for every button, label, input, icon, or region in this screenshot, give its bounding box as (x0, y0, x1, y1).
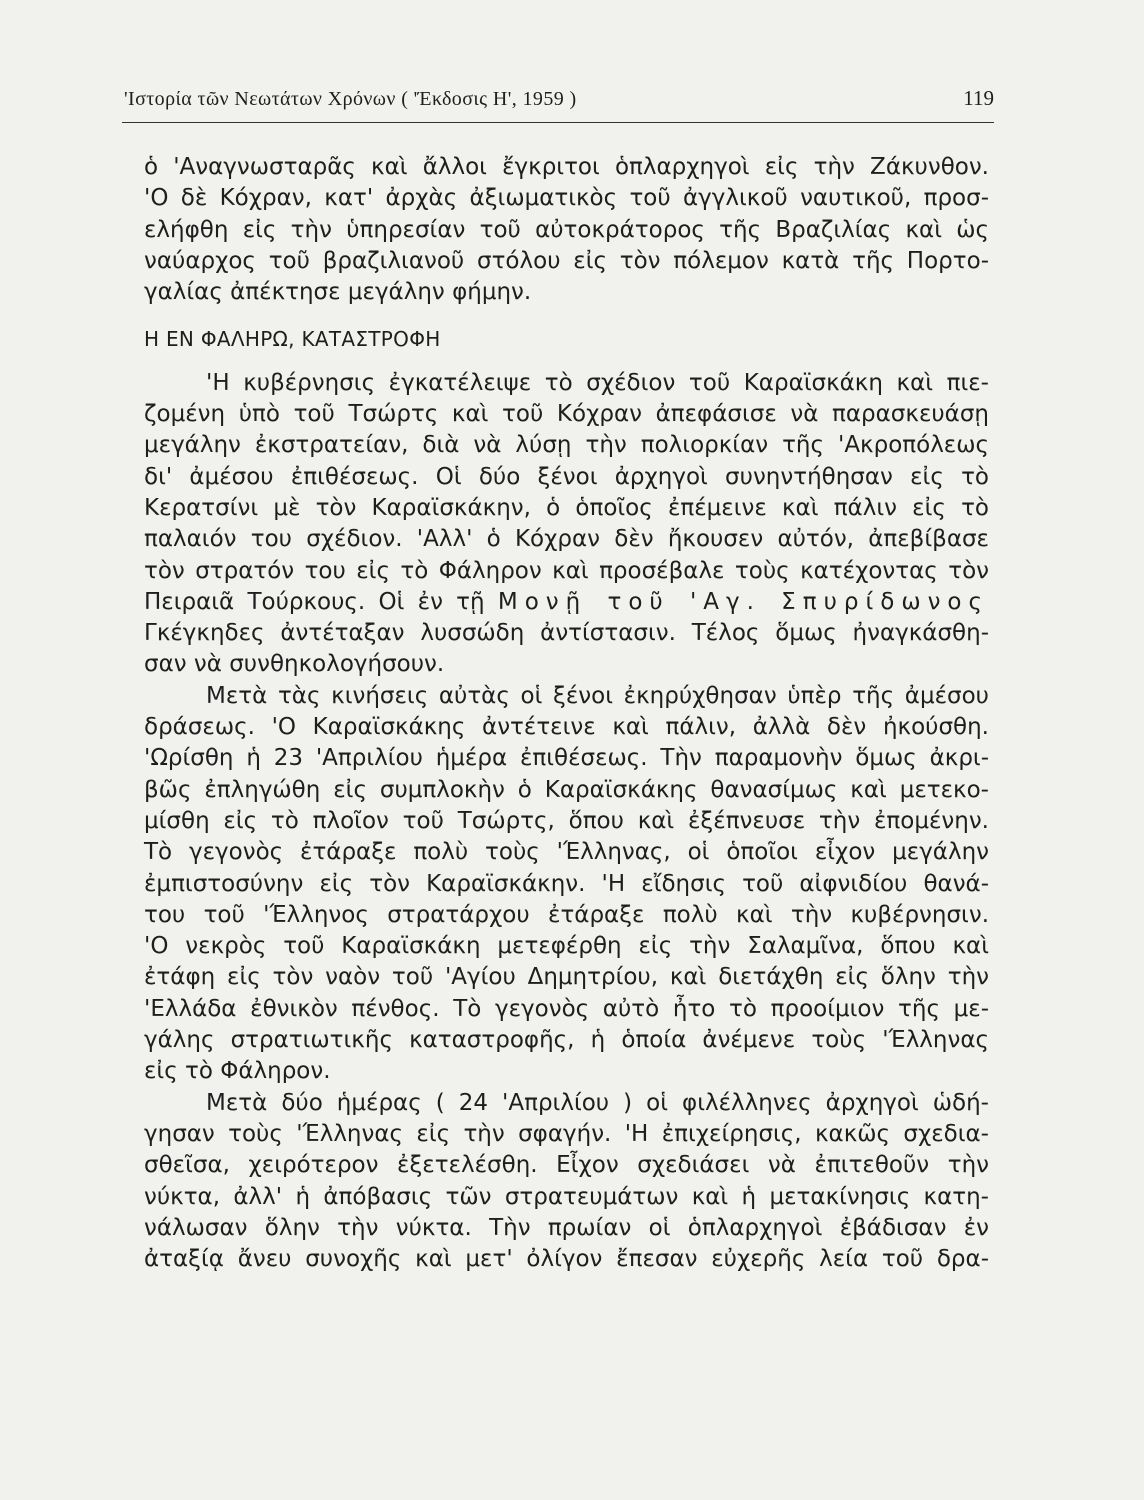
paragraph-2 (144, 368, 989, 681)
text-line: 'Ο νεκρὸς τοῦ Καραϊσκάκη μετεφέρθη εἰς τὴν Σαλαμῖνα, ὅπου καὶ (144, 933, 989, 960)
text-line: ἐμπιστοσύνην εἰς τὸν Καραϊσκάκην. 'Η εἴδησις τοῦ αἰφνιδίου θανά- (144, 870, 989, 897)
spaced-text: Μονῇ τοῦ 'Αγ. Σπυρίδωνος (497, 588, 990, 615)
text-line: μεγάλην ἐκστρατείαν, διὰ νὰ λύσῃ τὴν πολιορκίαν τῆς 'Ακροπόλεως (144, 432, 989, 459)
text-line: 'Η κυβέρνησις ἐγκατέλειψε τὸ σχέδιον τοῦ Καραϊσκάκη καὶ πιε- (206, 369, 989, 396)
text-line: βῶς ἐπληγώθη εἰς συμπλοκὴν ὁ Καραϊσκάκης θανασίμως καὶ μετεκο- (144, 776, 989, 803)
text-line: νάλωσαν ὅλην τὴν νύκτα. Τὴν πρωίαν οἱ ὁπλαρχηγοὶ ἐβάδισαν ἐν (144, 1214, 989, 1241)
text-line: δράσεως. 'Ο Καραϊσκάκης ἀντέτεινε καὶ πάλιν, ἀλλὰ δὲν ἠκούσθη. (144, 714, 989, 741)
text-line: μίσθη εἰς τὸ πλοῖον τοῦ Τσώρτς, ὅπου καὶ ἐξέπνευσε τὴν ἐπομένην. (144, 807, 989, 834)
text-line: σθεῖσα, χειρότερον ἐξετελέσθη. Εἶχον σχεδιάσει νὰ ἐπιτεθοῦν τὴν (144, 1152, 989, 1179)
text-line: 'Ωρίσθη ἡ 23 'Απριλίου ἡμέρα ἐπιθέσεως. Τὴν παραμονὴν ὅμως ἀκρι- (144, 745, 989, 772)
header-title: 'Ιστορία τῶν Νεωτάτων Χρόνων ( 'Έκδοσις Η', 1959 ) (124, 88, 577, 110)
text-line: σαν νὰ συνθηκολογήσουν. (144, 651, 445, 678)
text-line (144, 587, 989, 618)
text-line: Μετὰ δύο ἡμέρας ( 24 'Απριλίου ) οἱ φιλέλληνες ἀρχηγοὶ ὡδή- (206, 1089, 989, 1116)
text-line: ελήφθη εἰς τὴν ὑπηρεσίαν τοῦ αὐτοκράτορος τῆς Βραζιλίας καὶ ὡς (144, 216, 989, 243)
page-body (144, 152, 989, 1275)
text-line: νύκτα, ἀλλ' ἡ ἀπόβασις τῶν στρατευμάτων καὶ ἡ μετακίνησις κατη- (144, 1183, 989, 1210)
text-line: Μετὰ τὰς κινήσεις αὐτὰς οἱ ξένοι ἐκηρύχθησαν ὑπὲρ τῆς ἀμέσου (206, 682, 989, 709)
text-line: παλαιόν του σχέδιον. 'Αλλ' ὁ Κόχραν δὲν ἤκουσεν αὐτόν, ἀπεβίβασε (144, 526, 989, 553)
text-line: δι' ἀμέσου ἐπιθέσεως. Οἱ δύο ξένοι ἀρχηγοὶ συνηντήθησαν εἰς τὸ (144, 463, 989, 490)
text-line: 'Ελλάδα ἐθνικὸν πένθος. Τὸ γεγονὸς αὐτὸ ἦτο τὸ προοίμιον τῆς με- (144, 995, 989, 1022)
text-line: ναύαρχος τοῦ βραζιλιανοῦ στόλου εἰς τὸν πόλεμον κατὰ τῆς Πορτο- (144, 247, 989, 274)
text-line: 'Ο δὲ Κόχραν, κατ' ἀρχὰς ἀξιωματικὸς τοῦ ἀγγλικοῦ ναυτικοῦ, προσ- (144, 185, 989, 212)
text-line: ὁ 'Αναγνωσταρᾶς καὶ ἄλλοι ἔγκριτοι ὁπλαρχηγοὶ εἰς τὴν Ζάκυνθον. (144, 154, 989, 180)
text-line: του τοῦ 'Έλληνος στρατάρχου ἐτάραξε πολὺ καὶ τὴν κυβέρνησιν. (144, 901, 989, 928)
text-line: γαλίας ἀπέκτησε μεγάλην φήμην. (144, 279, 532, 306)
text-line: Τὸ γεγονὸς ἐτάραξε πολὺ τοὺς 'Έλληνας, οἱ ὁποῖοι εἶχον μεγάλην (144, 839, 989, 866)
paragraph-1 (144, 152, 989, 308)
text-line: τὸν στρατόν του εἰς τὸ Φάληρον καὶ προσέβαλε τοὺς κατέχοντας τὸν (144, 557, 989, 584)
section-heading: Η ΕΝ ΦΑΛΗΡΩ, ΚΑΤΑΣΤΡΟΦΗ (144, 327, 441, 352)
text-line: γησαν τοὺς 'Έλληνας εἰς τὴν σφαγήν. 'Η ἐπιχείρησις, κακῶς σχεδια- (144, 1120, 989, 1147)
header-rule (122, 122, 994, 123)
text-line: γάλης στρατιωτικῆς καταστροφῆς, ἡ ὁποία ἀνέμενε τοὺς 'Έλληνας (144, 1027, 989, 1054)
paragraph-4 (144, 1088, 989, 1276)
text-line: ἐτάφη εἰς τὸν ναὸν τοῦ 'Αγίου Δημητρίου, καὶ διετάχθη εἰς ὅλην τὴν (144, 964, 989, 991)
paragraph-3 (144, 681, 989, 1088)
text-segment: Πειραιᾶ Τούρκους. Οἱ ἐν τῇ (144, 588, 485, 615)
text-line: ἀταξίᾳ ἄνευ συνοχῆς καὶ μετ' ὀλίγον ἔπεσαν εὐχερῆς λεία τοῦ δρα- (144, 1246, 989, 1273)
text-line: εἰς τὸ Φάληρον. (144, 1058, 331, 1085)
page-number: 119 (963, 86, 994, 110)
text-line: Κερατσίνι μὲ τὸν Καραϊσκάκην, ὁ ὁποῖος ἐπέμεινε καὶ πάλιν εἰς τὸ (144, 494, 989, 521)
text-line: Γκέγκηδες ἀντέταξαν λυσσώδη ἀντίστασιν. Τέλος ὅμως ἠναγκάσθη- (144, 620, 989, 647)
running-header (124, 84, 994, 116)
text-line: ζομένη ὑπὸ τοῦ Τσώρτς καὶ τοῦ Κόχραν ἀπεφάσισε νὰ παρασκευάσῃ (144, 401, 989, 428)
